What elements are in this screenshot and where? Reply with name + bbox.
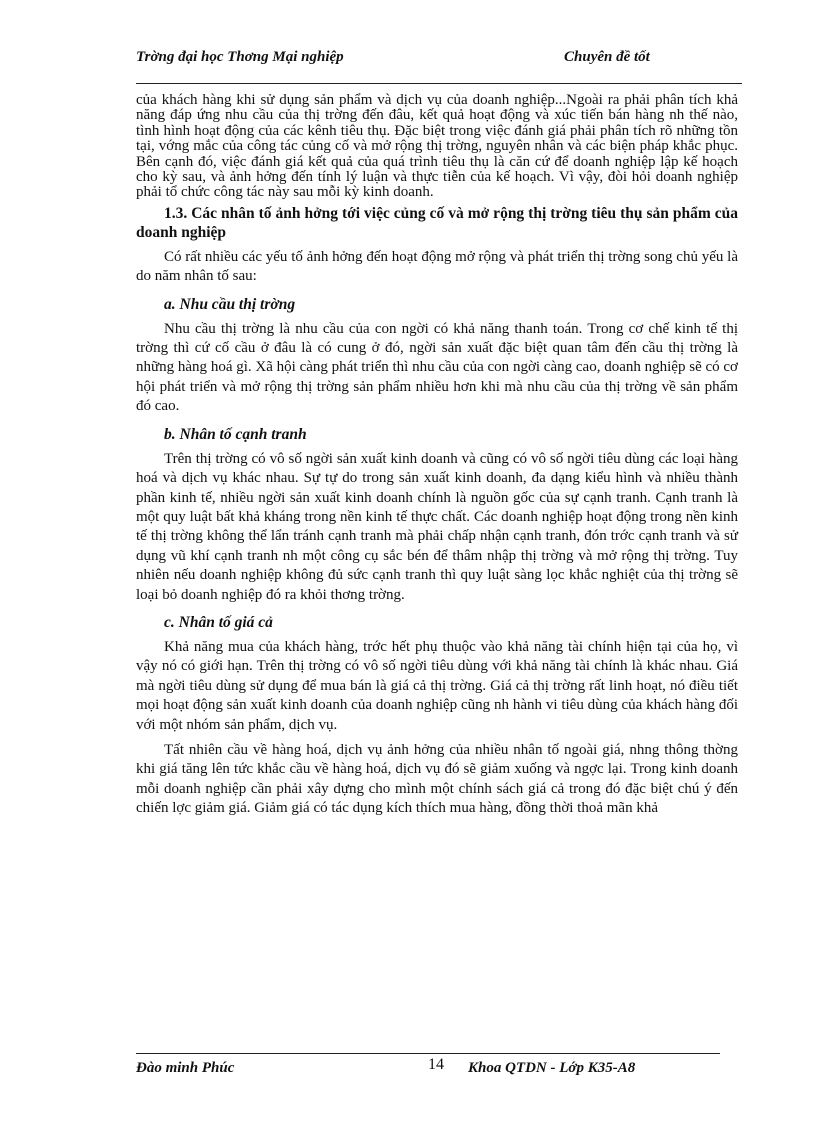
footer-author: Đào minh Phúc [136, 1060, 235, 1076]
subsection-a-paragraph: Nhu cầu thị trờng là nhu cầu của con ngời có khả năng thanh toán. Trong cơ chế kinh tế thị trờng thì cứ cố cầu ở đâu là có cung ở đó, ngời sản xuất đặc biệt quan tâm đến cầu thị trờng là những hàng hoá gì. Xã hội càng phát triển thì nhu cầu của con ngời càng cao, doanh nghiệp sẽ có cơ hội phát triển và mở rộng thị trờng sản phẩm nhiều hơn khi mà nhu cầu của thị trờng về sản phẩm đó cao. [136, 320, 738, 415]
subsection-c-paragraph: Khả năng mua của khách hàng, trớc hết phụ thuộc vào khả năng tài chính hiện tại của họ, vì vậy nó có giới hạn. Trên thị trờng có vô số ngời tiêu dùng với khả năng tài chính là khác nhau. Giá mà ngời tiêu dùng sử dụng để mua bán là giá cả thị trờng. Giá cả thị trờng rất linh hoạt, nó điều tiết mọi hoạt động sản xuất kinh doanh của doanh nghiệp cũng nh hành vi tiêu dùng của khách hàng đối với một nhóm sản phẩm, dịch vụ. [136, 638, 738, 733]
continuation-paragraph: của khách hàng khi sử dụng sản phẩm và dịch vụ của doanh nghiệp...Ngoài ra phải phân tích khả năng đáp ứng nhu cầu của thị trờng đến đâu, kết quả hoạt động và xúc tiến bán hàng nh thế nào, tình hình hoạt động của các kênh tiêu thụ. Đặc biệt trong việc đánh giá phải phân tích rõ những tồn tại, vớng mắc của công tác củng cố và mở rộng thị trờng, nguyên nhân và các biện pháp khắc phục. Bên cạnh đó, việc đánh giá kết quả của quá trình tiêu thụ là căn cứ để doanh nghiệp lập kế hoạch cho kỳ sau, và ảnh hởng đến tính lý luận và thực tiễn của kế hoạch. Vì vậy, đòi hỏi doanh nghiệp phải tổ chức công tác này sau mỗi kỳ kinh doanh. [136, 92, 738, 201]
subsection-b-paragraph: Trên thị trờng có vô số ngời sản xuất kinh doanh và cũng có vô số ngời tiêu dùng các loại hàng hoá và dịch vụ khác nhau. Sự tự do trong sản xuất kinh doanh, đa dạng kiểu hình và nhiều thành phần kinh tế, nhiều ngời sản xuất kinh doanh chính là nguồn gốc của sự cạnh tranh. Cạnh tranh là một quy luật bất khả kháng trong nền kinh tế thực chất. Các doanh nghiệp hoạt động trong nền kinh tế thị trờng không thể lẩn tránh cạnh tranh mà phải chấp nhận cạnh tranh, đón trớc cạnh tranh và sử dụng vũ khí cạnh tranh nh một công cụ sắc bén để thâm nhập thị trờng và mở rộng thị trờng. Tuy nhiên nếu doanh nghiệp không đủ sức cạnh tranh thì quy luật sàng lọc khắc nghiệt của thị trờng sẽ loại bỏ doanh nghiệp đó ra khỏi thơng trờng. [136, 450, 738, 603]
intro-paragraph: Có rất nhiều các yếu tố ảnh hởng đến hoạt động mở rộng và phát triển thị trờng song chủ yếu là do năm nhân tố sau: [136, 248, 738, 285]
subsection-heading-b: b. Nhân tố cạnh tranh [164, 425, 307, 443]
page-body [136, 93, 738, 819]
header-thesis-type: Chuyên đề tốt [564, 49, 650, 65]
subsection-heading-c: c. Nhân tố giá cả [164, 613, 273, 631]
subsection-c-paragraph-2: Tất nhiên cầu về hàng hoá, dịch vụ ảnh hởng của nhiều nhân tố ngoài giá, nhng thông thờng khi giá tăng lên tức khắc cầu về hàng hoá, dịch vụ đó sẽ giảm xuống và ngợc lại. Trong kinh doanh mỗi doanh nghiệp cần phải xây dựng cho mình một chính sách giá cả trong đó đặc biệt chú ý đến chiến lợc giảm giá. Giảm giá có tác dụng kích thích mua hàng, đồng thời thoả mãn khả [136, 741, 738, 817]
subsection-heading-a: a. Nhu cầu thị trờng [164, 295, 296, 313]
page-footer [136, 1053, 720, 1074]
section-heading: 1.3. Các nhân tố ảnh hởng tới việc củng cố và mở rộng thị trờng tiêu thụ sản phẩm của doanh nghiệp [136, 204, 738, 241]
page-header [136, 49, 742, 84]
footer-faculty: Khoa QTDN - Lớp K35-A8 [468, 1060, 636, 1076]
header-university: Trờng đại học Thơng Mại nghiệp [136, 49, 344, 65]
page-number: 14 [428, 1056, 444, 1073]
